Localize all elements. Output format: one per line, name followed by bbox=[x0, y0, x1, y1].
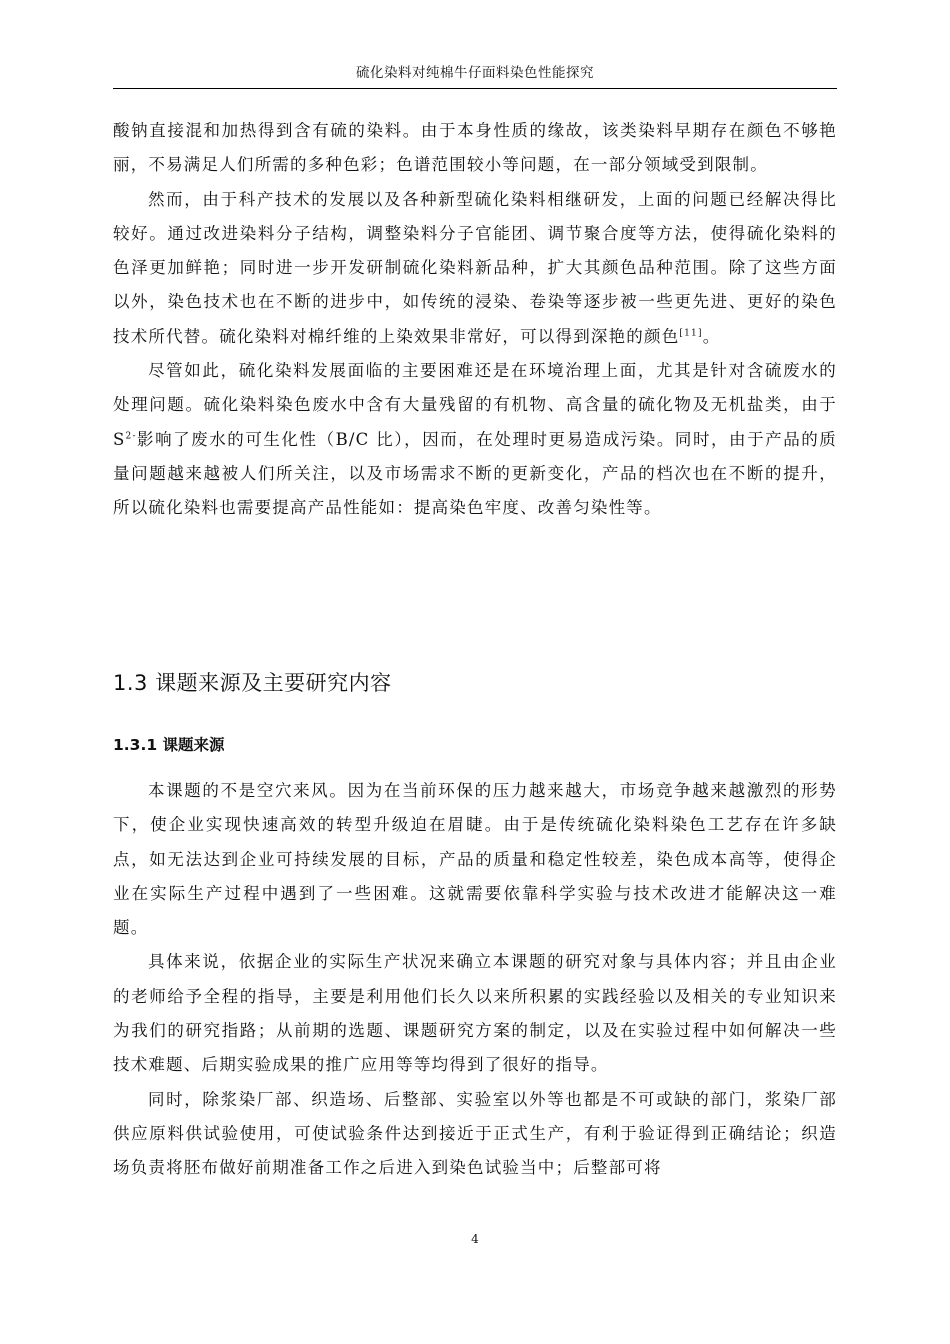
paragraph bbox=[113, 183, 837, 354]
running-header bbox=[113, 62, 837, 89]
citation-ref: [11] bbox=[679, 328, 703, 339]
paragraph-end: 。 bbox=[702, 326, 721, 346]
body-block-1 bbox=[113, 114, 837, 526]
paragraph: 酸钠直接混和加热得到含有硫的染料。由于本身性质的缘故，该类染料早期存在颜色不够艳丽，不易满足人们所需的多种色彩；色谱范围较小等问题，在一部分领域受到限制。 bbox=[113, 121, 837, 175]
paragraph bbox=[113, 354, 837, 525]
paragraph: 同时，除浆染厂部、织造场、后整部、实验室以外等也都是不可或缺的部门，浆染厂部供应原料供试验使用，可使试验条件达到接近于正式生产，有利于验证得到正确结论；织造场负责将胚布做好前期准备工作之后进入到染色试验当中；后整部可将 bbox=[113, 1089, 837, 1178]
page-number: 4 bbox=[471, 1232, 479, 1246]
paragraph: 本课题的不是空穴来风。因为在当前环保的压力越来越大，市场竞争越来越激烈的形势下，使企业实现快速高效的转型升级迫在眉睫。由于是传统硫化染料染色工艺存在许多缺点，如无法达到企业可持续发展的目标，产品的质量和稳定性较差，染色成本高等，使得企业在实际生产过程中遇到了一些困难。这就需要依靠科学实验与技术改进才能解决这一难题。 bbox=[113, 781, 837, 938]
paragraph-text: 影响了废水的可生化性（B/C 比），因而，在处理时更易造成污染。同时，由于产品的质量问题越来越被人们所关注，以及市场需求不断的更新变化，产品的档次也在不断的提升，所以硫化染料也需要提高产品性能如：提高染色牢度、改善匀染性等。 bbox=[113, 429, 837, 518]
section-heading: 1.3 课题来源及主要研究内容 bbox=[113, 671, 392, 695]
paragraph-text: 尽管如此，硫化染料发展面临的主要困难还是在环境治理上面，尤其是针对含硫废水的处理问题。硫化染料染色废水中含有大量残留的有机物、高含量的硫化物及无机盐类，由于 S bbox=[113, 361, 837, 449]
superscript: 2- bbox=[125, 431, 137, 442]
paragraph: 具体来说，依据企业的实际生产状况来确立本课题的研究对象与具体内容；并且由企业的老师给予全程的指导，主要是利用他们长久以来所积累的实践经验以及相关的专业知识来为我们的研究指路；从前期的选题、课题研究方案的制定，以及在实验过程中如何解决一些技术难题、后期实验成果的推广应用等等均得到了很好的指导。 bbox=[113, 952, 837, 1075]
paragraph-text: 然而，由于科产技术的发展以及各种新型硫化染料相继研发，上面的问题已经解决得比较好。通过改进染料分子结构，调整染料分子官能团、调节聚合度等方法，使得硫化染料的色泽更加鲜艳；同时进一步开发研制硫化染料新品种，扩大其颜色品种范围。除了这些方面以外，染色技术也在不断的进步中，如传统的浸染、卷染等逐步被一些更先进、更好的染色技术所代替。硫化染料对棉纤维的上染效果非常好，可以得到深艳的颜色 bbox=[113, 189, 837, 346]
running-header-title: 硫化染料对纯棉牛仔面料染色性能探究 bbox=[356, 65, 594, 81]
body-block-2 bbox=[113, 774, 837, 1186]
subsection-heading: 1.3.1 课题来源 bbox=[113, 736, 225, 754]
